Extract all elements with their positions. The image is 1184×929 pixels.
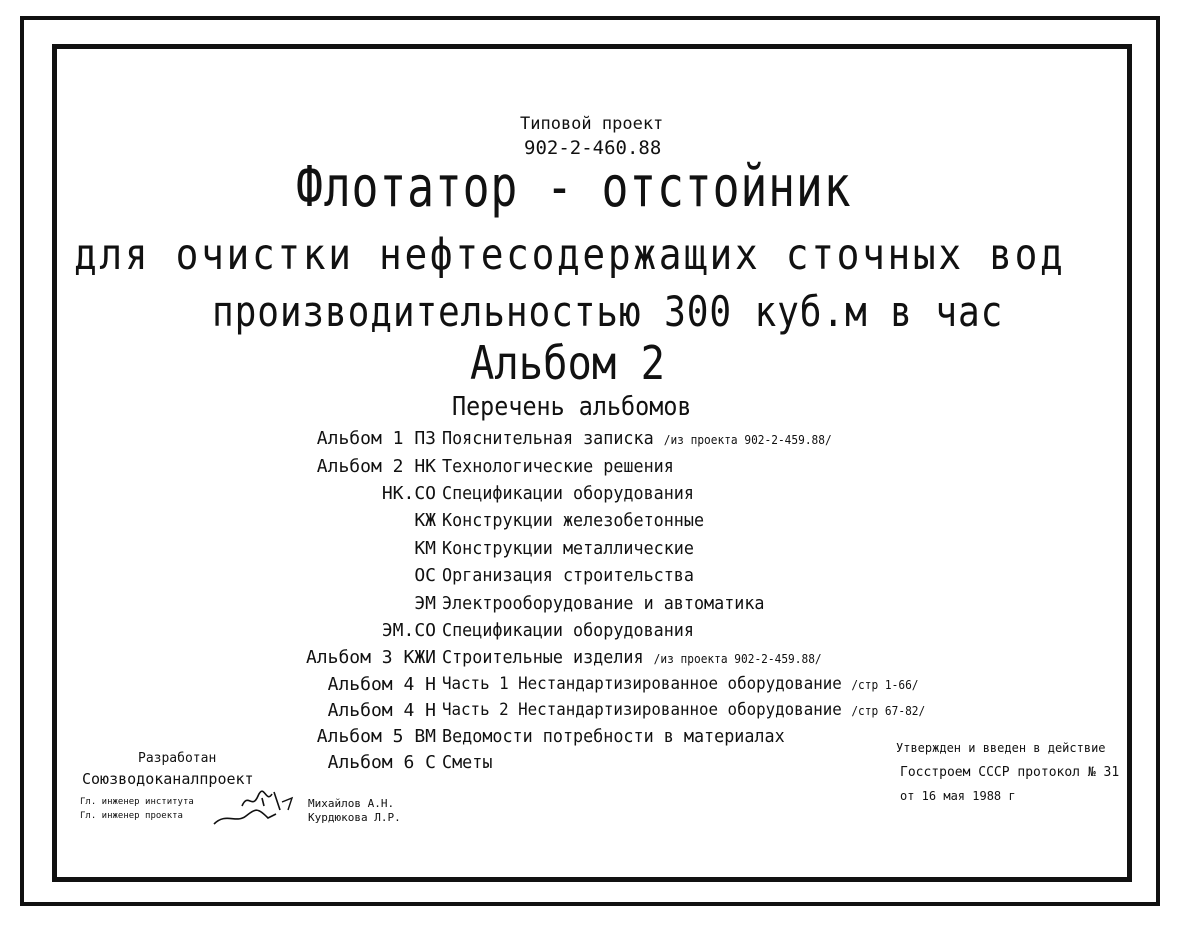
album-desc: Конструкции железобетонные bbox=[442, 510, 705, 531]
signer-name-2: Курдюкова Л.Р. bbox=[308, 811, 401, 824]
album-code: Альбом 6 С bbox=[327, 752, 436, 773]
title-line-2: для очистки нефтесодержащих сточных вод bbox=[74, 230, 1066, 280]
signer-name-1: Михайлов А.Н. bbox=[308, 797, 395, 810]
album-desc: Часть 1 Нестандартизированное оборудование /стр 1-66/ bbox=[442, 674, 919, 694]
album-code: Альбом 1 ПЗ bbox=[316, 428, 436, 449]
album-code: ЭМ.СО bbox=[381, 620, 436, 641]
album-desc: Пояснительная записка /из проекта 902-2-459.88/ bbox=[442, 428, 832, 449]
developer-label: Разработан bbox=[138, 751, 217, 766]
album-desc: Организация строительства bbox=[442, 565, 694, 586]
album-desc: Электрооборудование и автоматика bbox=[442, 593, 765, 614]
album-code: Альбом 4 Н bbox=[327, 700, 436, 721]
album-code: НК.СО bbox=[381, 483, 436, 504]
album-code: КМ bbox=[414, 538, 436, 559]
role-chief-engineer-project: Гл. инженер проекта bbox=[80, 811, 183, 821]
title-line-3: производительностью 300 куб.м в час bbox=[212, 287, 1004, 336]
album-code: Альбом 2 НК bbox=[316, 456, 436, 477]
album-code: Альбом 4 Н bbox=[327, 674, 436, 695]
album-code: Альбом 3 КЖИ bbox=[305, 647, 436, 668]
album-desc: Спецификации оборудования bbox=[442, 483, 694, 504]
album-desc: Технологические решения bbox=[442, 456, 674, 477]
project-number: 902-2-460.88 bbox=[524, 137, 662, 159]
project-type-label: Типовой проект bbox=[520, 114, 664, 134]
album-desc: Ведомости потребности в материалах bbox=[442, 726, 785, 747]
role-chief-engineer-institute: Гл. инженер института bbox=[80, 797, 194, 807]
album-desc: Спецификации оборудования bbox=[442, 620, 694, 641]
approval-line-3: от 16 мая 1988 г bbox=[900, 789, 1016, 803]
album-desc: Часть 2 Нестандартизированное оборудование /стр 67-82/ bbox=[442, 700, 926, 720]
signature-graphic bbox=[212, 784, 302, 830]
approval-line-1: Утвержден и введен в действие bbox=[896, 741, 1106, 755]
document-title: Флотатор - отстойник bbox=[296, 155, 852, 220]
album-list-heading: Перечень альбомов bbox=[452, 392, 692, 422]
album-desc: Конструкции металлические bbox=[442, 538, 694, 559]
album-desc: Сметы bbox=[442, 752, 493, 773]
approval-line-2: Госстроем СССР протокол № 31 bbox=[900, 765, 1120, 780]
album-code: ЭМ bbox=[414, 593, 436, 614]
album-title: Альбом 2 bbox=[470, 336, 665, 390]
album-code: Альбом 5 ВМ bbox=[316, 726, 436, 747]
album-code: ОС bbox=[414, 565, 436, 586]
album-code: КЖ bbox=[414, 510, 436, 531]
developer-org: Союзводоканалпроект bbox=[82, 770, 254, 788]
album-desc: Строительные изделия /из проекта 902-2-459.88/ bbox=[442, 647, 822, 668]
